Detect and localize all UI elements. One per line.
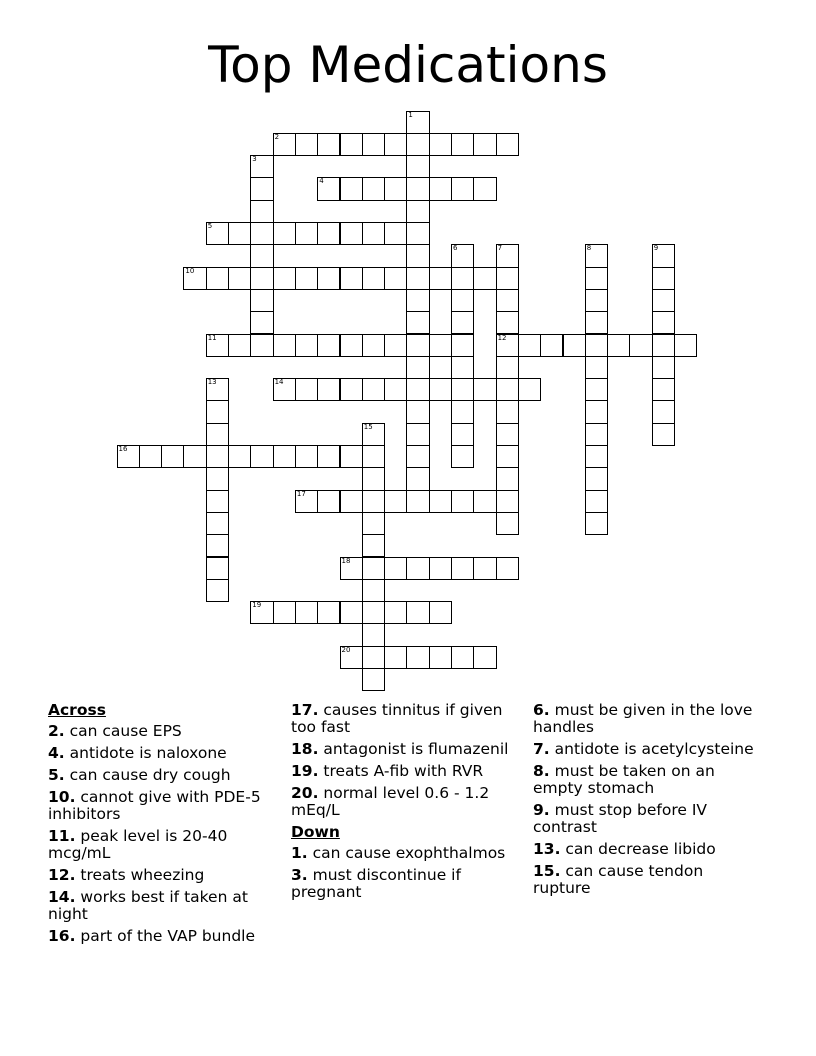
grid-cell[interactable] [429, 646, 452, 669]
grid-cell[interactable] [451, 133, 474, 156]
grid-cell[interactable] [429, 267, 452, 290]
clue-number: 20 [341, 645, 351, 654]
grid-cell[interactable] [652, 400, 675, 423]
grid-cell[interactable] [250, 445, 273, 468]
clue-across-12: 12. treats wheezing [48, 866, 205, 884]
clue-number: 14 [274, 378, 284, 387]
clue-down-13: 13. can decrease libido [533, 840, 716, 858]
grid-cell[interactable] [250, 222, 273, 245]
grid-cell[interactable] [496, 467, 519, 490]
grid-cell[interactable] [295, 133, 318, 156]
grid-cell[interactable] [406, 289, 429, 312]
grid-cell[interactable] [273, 222, 296, 245]
grid-cell[interactable] [496, 244, 519, 267]
grid-cell[interactable] [206, 445, 229, 468]
grid-cell[interactable] [540, 334, 563, 357]
grid-cell[interactable] [317, 133, 340, 156]
grid-cell[interactable] [362, 534, 385, 557]
grid-cell[interactable] [384, 222, 407, 245]
grid-cell[interactable] [340, 222, 363, 245]
grid-cell[interactable] [317, 222, 340, 245]
grid-cell[interactable] [473, 177, 496, 200]
grid-cell[interactable] [473, 646, 496, 669]
grid-cell[interactable] [250, 334, 273, 357]
grid-cell[interactable] [496, 400, 519, 423]
grid-cell[interactable] [250, 601, 273, 624]
grid-cell[interactable] [451, 423, 474, 446]
grid-cell[interactable] [406, 222, 429, 245]
grid-cell[interactable] [496, 289, 519, 312]
clue-across-14: 14. works best if taken at night [48, 888, 248, 923]
grid-cell[interactable] [451, 244, 474, 267]
grid-cell[interactable] [340, 490, 363, 513]
grid-cell[interactable] [585, 244, 608, 267]
clue-number: 15 [363, 422, 373, 431]
grid-cell[interactable] [451, 334, 474, 357]
grid-cell[interactable] [406, 155, 429, 178]
grid-cell[interactable] [451, 356, 474, 379]
grid-cell[interactable] [250, 311, 273, 334]
grid-cell[interactable] [496, 267, 519, 290]
clue-number: 17 [296, 489, 306, 498]
grid-cell[interactable] [362, 267, 385, 290]
grid-cell[interactable] [496, 557, 519, 580]
grid-cell[interactable] [161, 445, 184, 468]
grid-cell[interactable] [406, 133, 429, 156]
grid-cell[interactable] [384, 378, 407, 401]
grid-cell[interactable] [451, 378, 474, 401]
grid-cell[interactable] [384, 557, 407, 580]
grid-cell[interactable] [362, 579, 385, 602]
grid-cell[interactable] [362, 668, 385, 691]
grid-cell[interactable] [652, 267, 675, 290]
clue-number: 19 [252, 601, 262, 610]
grid-cell[interactable] [629, 334, 652, 357]
grid-cell[interactable] [563, 334, 586, 357]
grid-cell[interactable] [429, 334, 452, 357]
grid-cell[interactable] [451, 177, 474, 200]
clue-number: 9 [653, 244, 659, 253]
grid-cell[interactable] [362, 557, 385, 580]
grid-cell[interactable] [228, 222, 251, 245]
grid-cell[interactable] [406, 490, 429, 513]
grid-cell[interactable] [406, 267, 429, 290]
grid-cell[interactable] [496, 490, 519, 513]
grid-cell[interactable] [473, 133, 496, 156]
grid-cell[interactable] [406, 423, 429, 446]
grid-cell[interactable] [429, 378, 452, 401]
grid-cell[interactable] [451, 289, 474, 312]
grid-cell[interactable] [206, 534, 229, 557]
grid-cell[interactable] [228, 334, 251, 357]
clue-number: 12 [497, 333, 507, 342]
grid-cell[interactable] [585, 334, 608, 357]
clue-across-19: 19. treats A-fib with RVR [291, 762, 484, 780]
grid-cell[interactable] [429, 133, 452, 156]
grid-cell[interactable] [206, 378, 229, 401]
grid-cell[interactable] [652, 334, 675, 357]
grid-cell[interactable] [406, 467, 429, 490]
clue-across-11: 11. peak level is 20-40 mcg/mL [48, 827, 228, 862]
grid-cell[interactable] [406, 334, 429, 357]
grid-cell[interactable] [652, 244, 675, 267]
clue-number: 1 [408, 110, 413, 119]
clue-down-6: 6. must be given in the love handles [533, 701, 753, 736]
grid-cell[interactable] [295, 222, 318, 245]
grid-cell[interactable] [652, 289, 675, 312]
grid-cell[interactable] [652, 356, 675, 379]
grid-cell[interactable] [473, 378, 496, 401]
grid-cell[interactable] [340, 334, 363, 357]
grid-cell[interactable] [362, 601, 385, 624]
grid-cell[interactable] [340, 601, 363, 624]
clue-number: 13 [207, 378, 217, 387]
grid-cell[interactable] [362, 334, 385, 357]
grid-cell[interactable] [451, 445, 474, 468]
grid-cell[interactable] [295, 378, 318, 401]
grid-cell[interactable] [406, 378, 429, 401]
grid-cell[interactable] [362, 467, 385, 490]
grid-cell[interactable] [317, 267, 340, 290]
grid-cell[interactable] [295, 334, 318, 357]
clue-down-1: 1. can cause exophthalmos [291, 844, 506, 862]
grid-cell[interactable] [406, 445, 429, 468]
grid-cell[interactable] [607, 334, 630, 357]
clue-down-7: 7. antidote is acetylcysteine [533, 740, 754, 758]
grid-cell[interactable] [585, 512, 608, 535]
grid-cell[interactable] [295, 445, 318, 468]
grid-cell[interactable] [206, 334, 229, 357]
grid-cell[interactable] [585, 467, 608, 490]
grid-cell[interactable] [473, 490, 496, 513]
grid-cell[interactable] [384, 133, 407, 156]
grid-cell[interactable] [206, 557, 229, 580]
grid-cell[interactable] [250, 267, 273, 290]
grid-cell[interactable] [183, 267, 206, 290]
grid-cell[interactable] [585, 490, 608, 513]
grid-cell[interactable] [406, 400, 429, 423]
grid-cell[interactable] [206, 423, 229, 446]
grid-cell[interactable] [250, 200, 273, 223]
grid-cell[interactable] [250, 244, 273, 267]
clue-down-3: 3. must discontinue if pregnant [291, 866, 461, 901]
clue-number: 4 [319, 177, 324, 186]
grid-cell[interactable] [585, 356, 608, 379]
grid-cell[interactable] [406, 646, 429, 669]
grid-cell[interactable] [585, 289, 608, 312]
grid-cell[interactable] [206, 490, 229, 513]
grid-cell[interactable] [362, 423, 385, 446]
grid-cell[interactable] [406, 557, 429, 580]
grid-cell[interactable] [273, 334, 296, 357]
grid-cell[interactable] [429, 557, 452, 580]
grid-cell[interactable] [473, 557, 496, 580]
grid-cell[interactable] [384, 334, 407, 357]
grid-cell[interactable] [362, 133, 385, 156]
grid-cell[interactable] [340, 646, 363, 669]
grid-cell[interactable] [362, 378, 385, 401]
grid-cell[interactable] [429, 490, 452, 513]
grid-cell[interactable] [340, 378, 363, 401]
grid-cell[interactable] [406, 200, 429, 223]
clue-number: 11 [207, 333, 217, 342]
clue-across-16: 16. part of the VAP bundle [48, 927, 256, 945]
grid-cell[interactable] [585, 378, 608, 401]
grid-cell[interactable] [674, 334, 697, 357]
grid-cell[interactable] [340, 177, 363, 200]
grid-cell[interactable] [496, 512, 519, 535]
grid-cell[interactable] [273, 601, 296, 624]
clue-down-8: 8. must be taken on an empty stomach [533, 762, 715, 797]
clue-number: 5 [207, 222, 213, 230]
grid-cell[interactable] [317, 378, 340, 401]
grid-cell[interactable] [206, 267, 229, 290]
clue-across-5: 5. can cause dry cough [48, 766, 231, 784]
across-heading: Across [48, 701, 106, 719]
clue-number: 6 [453, 244, 458, 253]
grid-cell[interactable] [585, 445, 608, 468]
grid-cell[interactable] [317, 177, 340, 200]
clue-across-4: 4. antidote is naloxone [48, 744, 227, 762]
grid-cell[interactable] [273, 267, 296, 290]
grid-cell[interactable] [384, 601, 407, 624]
grid-cell[interactable] [362, 490, 385, 513]
grid-cell[interactable] [384, 646, 407, 669]
clue-across-17: 17. causes tinnitus if given too fast [291, 701, 503, 736]
grid-cell[interactable] [473, 267, 496, 290]
grid-cell[interactable] [429, 601, 452, 624]
grid-cell[interactable] [317, 601, 340, 624]
grid-cell[interactable] [406, 177, 429, 200]
grid-cell[interactable] [206, 512, 229, 535]
clues-column-1 [48, 702, 278, 950]
grid-cell[interactable] [250, 289, 273, 312]
grid-cell[interactable] [451, 267, 474, 290]
grid-cell[interactable] [273, 133, 296, 156]
grid-cell[interactable] [206, 579, 229, 602]
clue-across-10: 10. cannot give with PDE-5 inhibitors [48, 788, 261, 823]
grid-cell[interactable] [585, 311, 608, 334]
grid-cell[interactable] [250, 155, 273, 178]
grid-cell[interactable] [206, 222, 229, 245]
grid-cell[interactable] [340, 267, 363, 290]
grid-cell[interactable] [406, 356, 429, 379]
clue-number: 3 [252, 155, 257, 164]
clue-number: 7 [497, 244, 503, 253]
grid-cell[interactable] [250, 177, 273, 200]
grid-cell[interactable] [585, 267, 608, 290]
grid-cell[interactable] [406, 601, 429, 624]
grid-cell[interactable] [340, 557, 363, 580]
grid-cell[interactable] [451, 311, 474, 334]
clue-number: 10 [185, 266, 195, 275]
grid-cell[interactable] [117, 445, 140, 468]
grid-cell[interactable] [451, 557, 474, 580]
grid-cell[interactable] [317, 445, 340, 468]
grid-cell[interactable] [362, 445, 385, 468]
grid-cell[interactable] [228, 267, 251, 290]
grid-cell[interactable] [206, 400, 229, 423]
grid-cell[interactable] [139, 445, 162, 468]
grid-cell[interactable] [295, 267, 318, 290]
grid-cell[interactable] [406, 244, 429, 267]
grid-cell[interactable] [585, 400, 608, 423]
clues-column-2 [291, 702, 523, 906]
grid-cell[interactable] [340, 133, 363, 156]
grid-cell[interactable] [228, 445, 251, 468]
grid-cell[interactable] [496, 423, 519, 446]
grid-cell[interactable] [652, 378, 675, 401]
grid-cell[interactable] [451, 490, 474, 513]
grid-cell[interactable] [295, 490, 318, 513]
grid-cell[interactable] [652, 311, 675, 334]
clues-column-3 [533, 702, 763, 902]
grid-cell[interactable] [496, 445, 519, 468]
grid-cell[interactable] [406, 111, 429, 134]
grid-cell[interactable] [340, 445, 363, 468]
puzzle-title: Top Medications [208, 36, 608, 94]
grid-cell[interactable] [518, 378, 541, 401]
clue-number: 16 [118, 445, 128, 453]
grid-cell[interactable] [496, 334, 519, 357]
grid-cell[interactable] [206, 467, 229, 490]
clue-number: 2 [274, 132, 280, 141]
grid-cell[interactable] [362, 512, 385, 535]
grid-cell[interactable] [496, 356, 519, 379]
grid-cell[interactable] [317, 334, 340, 357]
grid-cell[interactable] [451, 400, 474, 423]
grid-cell[interactable] [384, 267, 407, 290]
grid-cell[interactable] [362, 623, 385, 646]
grid-cell[interactable] [429, 177, 452, 200]
grid-cell[interactable] [496, 311, 519, 334]
grid-cell[interactable] [273, 378, 296, 401]
grid-cell[interactable] [406, 311, 429, 334]
grid-cell[interactable] [362, 177, 385, 200]
grid-cell[interactable] [362, 646, 385, 669]
clue-number: 18 [341, 556, 351, 565]
clue-down-15: 15. can cause tendon rupture [533, 862, 704, 897]
grid-cell[interactable] [362, 222, 385, 245]
grid-cell[interactable] [652, 423, 675, 446]
grid-cell[interactable] [585, 423, 608, 446]
clue-number: 8 [586, 244, 592, 253]
clue-across-18: 18. antagonist is flumazenil [291, 740, 509, 758]
grid-cell[interactable] [451, 646, 474, 669]
grid-cell[interactable] [295, 601, 318, 624]
grid-cell[interactable] [183, 445, 206, 468]
grid-cell[interactable] [317, 490, 340, 513]
grid-cell[interactable] [384, 490, 407, 513]
grid-cell[interactable] [273, 445, 296, 468]
grid-cell[interactable] [496, 378, 519, 401]
grid-cell[interactable] [384, 177, 407, 200]
grid-cell[interactable] [518, 334, 541, 357]
clue-down-9: 9. must stop before IV contrast [533, 801, 708, 836]
clue-across-20: 20. normal level 0.6 - 1.2 mEq/L [291, 784, 490, 819]
grid-cell[interactable] [496, 133, 519, 156]
clue-across-2: 2. can cause EPS [48, 722, 182, 740]
down-heading: Down [291, 823, 340, 841]
